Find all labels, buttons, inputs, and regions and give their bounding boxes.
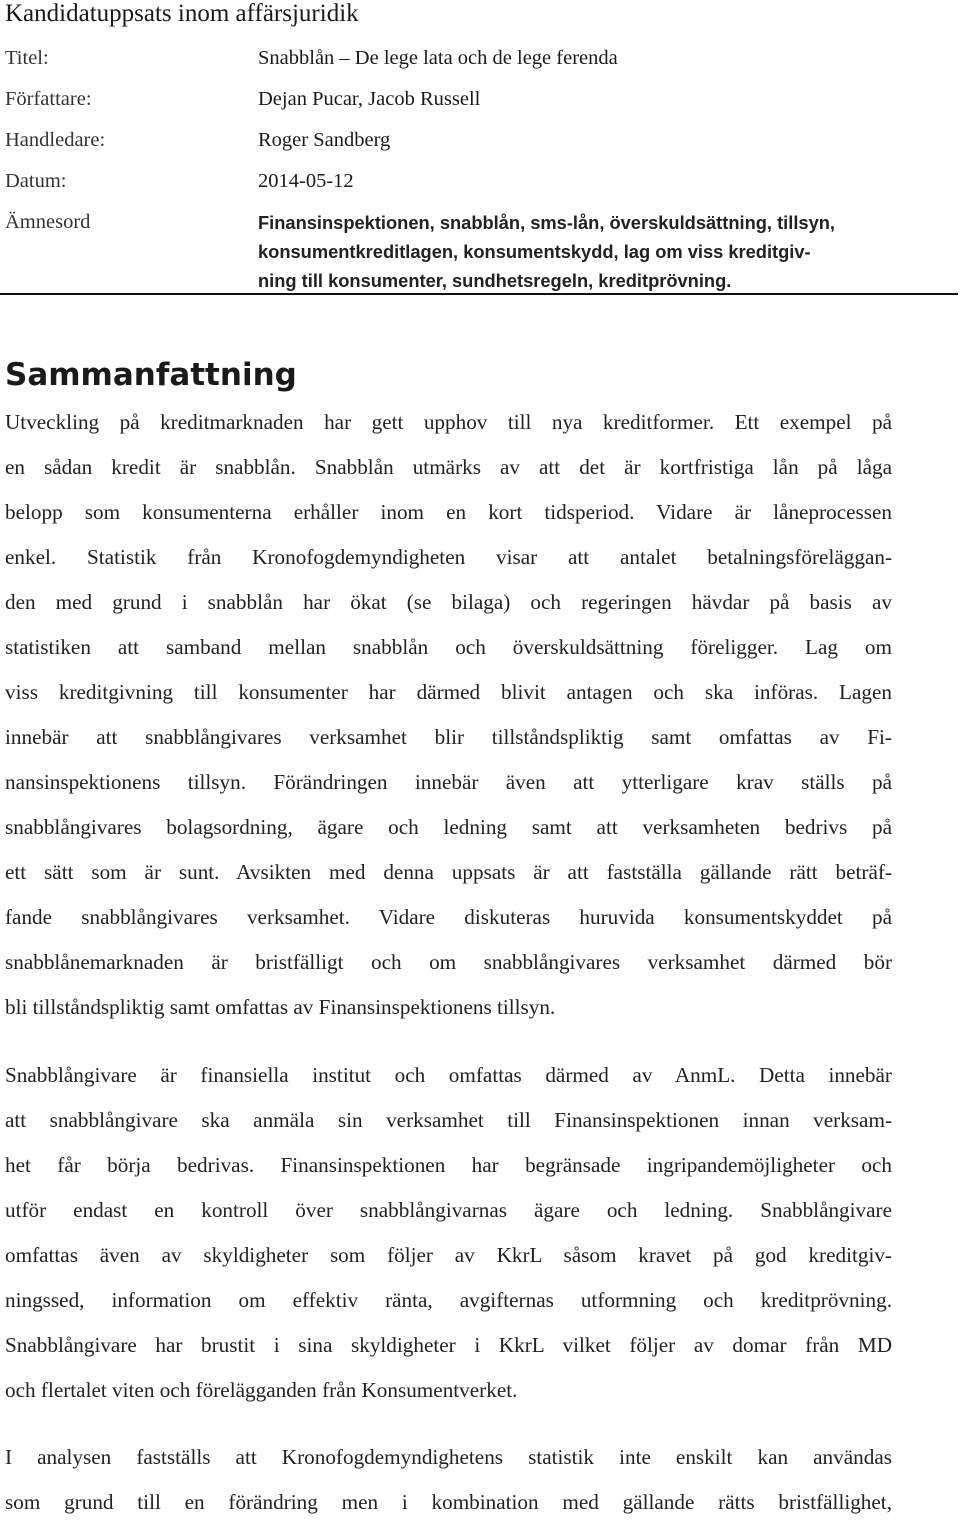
paragraph-line: Snabblångivare har brustit i sina skyldigheter i KkrL vilket följer av domar från MD [5,1333,892,1357]
meta-label-title: Titel: [5,47,49,69]
paragraph-line: ningssed, information om effektiv ränta, avgifternas utformning och kreditprövning. [5,1288,892,1312]
paragraph-line: snabblångivares bolagsordning, ägare och ledning samt att verksamheten bedrivs på [5,815,892,839]
paragraph-line: fande snabblångivares verksamhet. Vidare diskuteras huruvida konsumentskyddet på [5,905,892,929]
meta-label-supervisor: Handledare: [5,129,106,151]
paragraph-line: och flertalet viten och förelägganden från Konsumentverket. [5,1378,518,1402]
paragraph-line: bli tillståndspliktig samt omfattas av Finansinspektionens tillsyn. [5,995,556,1019]
paragraph-line: I analysen fastställs att Kronofogdemyndighetens statistik inte enskilt kan användas [5,1445,892,1469]
paragraph-line: enkel. Statistik från Kronofogdemyndigheten visar att antalet betalningsföreläggan- [5,545,892,569]
meta-value-supervisor: Roger Sandberg [258,129,391,151]
paragraph-line: het får börja bedrivas. Finansinspektionen har begränsade ingripandemöjligheter och [5,1153,892,1177]
keywords-line: konsumentkreditlagen, konsumentskydd, lag om viss kreditgiv- [258,241,811,262]
section-heading: Sammanfattning [5,357,297,393]
meta-label-date: Datum: [5,170,67,192]
meta-value-author: Dejan Pucar, Jacob Russell [258,88,481,110]
meta-value-title: Snabblån – De lege lata och de lege ferenda [258,47,618,69]
meta-label-keywords: Ämnesord [5,211,91,233]
paragraph-line: innebär att snabblångivares verksamhet blir tillståndspliktig samt omfattas av Fi- [5,725,892,749]
paragraph-line: en sådan kredit är snabblån. Snabblån utmärks av att det är kortfristiga lån på låga [5,455,892,479]
paragraph-line: att snabblångivare ska anmäla sin verksamhet till Finansinspektionen innan verksam- [5,1108,892,1132]
paragraph-line: statistiken att samband mellan snabblån och överskuldsättning föreligger. Lag om [5,635,892,659]
document-title: Kandidatuppsats inom affärsjuridik [5,0,359,27]
paragraph-line: Utveckling på kreditmarknaden har gett upphov till nya kreditformer. Ett exempel på [5,410,892,434]
paragraph-line: viss kreditgivning till konsumenter har därmed blivit antagen och ska införas. Lagen [5,680,892,704]
meta-label-author: Författare: [5,88,92,110]
meta-value-date: 2014-05-12 [258,170,354,192]
paragraph-line: som grund till en förändring men i kombination med gällande rätts bristfällighet, [5,1490,892,1514]
paragraph-line: ett sätt som är sunt. Avsikten med denna uppsats är att fastställa gällande rätt beträf- [5,860,892,884]
paragraph-line: omfattas även av skyldigheter som följer av KkrL såsom kravet på god kreditgiv- [5,1243,892,1267]
paragraph-line: nansinspektionens tillsyn. Förändringen innebär även att ytterligare krav ställs på [5,770,892,794]
paragraph-line: belopp som konsumenterna erhåller inom en kort tidsperiod. Vidare är låneprocessen [5,500,892,524]
meta-value-keywords [258,208,923,295]
paragraph-line: den med grund i snabblån har ökat (se bilaga) och regeringen hävdar på basis av [5,590,892,614]
keywords-line: ning till konsumenter, sundhetsregeln, kreditprövning. [258,270,732,291]
paragraph-line: snabblånemarknaden är bristfälligt och om snabblångivares verksamhet därmed bör [5,950,892,974]
keywords-line: Finansinspektionen, snabblån, sms-lån, överskuldsättning, tillsyn, [258,212,835,233]
header-divider [0,293,958,295]
paragraph-line: utför endast en kontroll över snabblångivarnas ägare och ledning. Snabblångivare [5,1198,892,1222]
paragraph-line: Snabblångivare är finansiella institut och omfattas därmed av AnmL. Detta innebär [5,1063,892,1087]
